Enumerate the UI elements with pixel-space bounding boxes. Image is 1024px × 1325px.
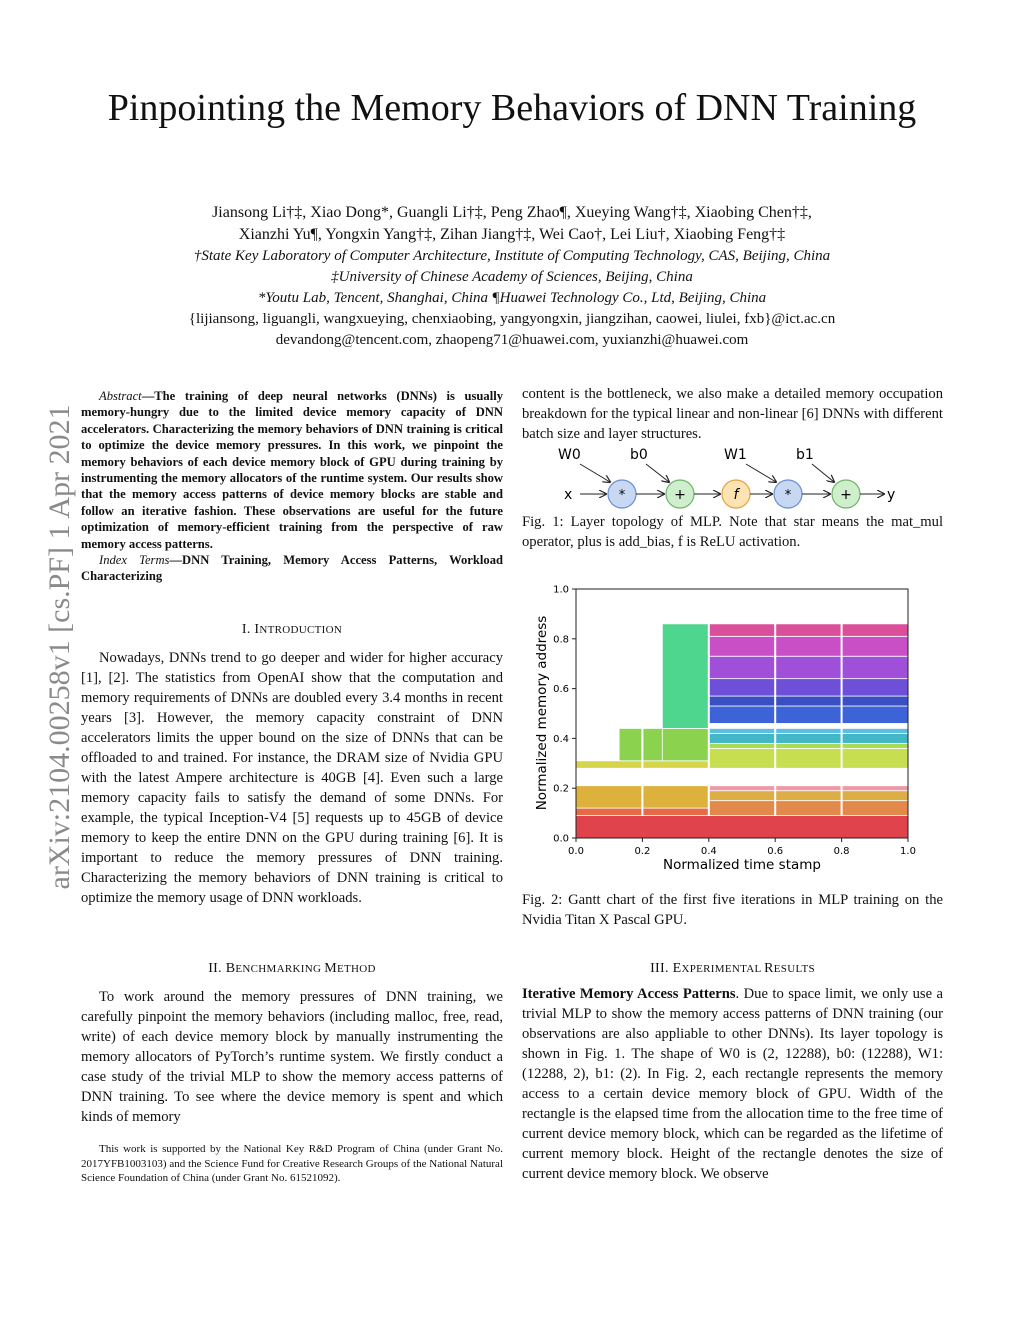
svg-text:+: +: [674, 487, 686, 503]
svg-text:*: *: [618, 488, 626, 503]
email-line-1: {lijiansong, liguangli, wangxueying, chenxiaobing, yangyongxin, jiangzihan, caowei, liulei, fxb}@ict.ac.cn: [188, 311, 836, 327]
y-tick-label-0: 0.0: [553, 833, 569, 845]
experimental-bold-lead: Iterative Memory Access Patterns: [522, 986, 736, 1002]
x-tick-label-4: 0.8: [833, 846, 850, 857]
section-heading-benchmarking: II. BENCHMARKING METHOD: [208, 961, 376, 976]
memory-block-12: [662, 728, 708, 760]
figure-2-gantt-chart: [522, 582, 943, 877]
memory-block-17: [709, 656, 908, 678]
x-tick-label-5: 1.0: [900, 846, 916, 857]
label-b1: b1: [796, 447, 814, 463]
memory-block-0: [576, 816, 908, 838]
memory-block-10: [709, 728, 908, 733]
introduction-body: [81, 648, 503, 908]
footnote: This work is supported by the National Key R&D Program of China (under Grant No. 2017YFB1003103) and the Science Fund for Creative Research Groups of the National Natural Science Foundation of China (under Grant No. 61521092).: [81, 1143, 503, 1184]
memory-block-9: [709, 733, 908, 743]
x-tick-label-0: 0.0: [568, 846, 584, 857]
memory-block-4: [709, 791, 908, 801]
abstract: [81, 388, 503, 585]
experimental-text: . Due to space limit, we only use a trivial MLP to show the memory access patterns of DNN training (our observations are also appliable to other DNNs). Its layer topology is shown in Fig. 1. The shape of W0 is (2, 12288), b0: (12288), W1: (12288, 2), b1: (2). In Fig. 2, each rectangle represents the memory access to a certain device memory block of GPU. Width of the rectangle is the elapsed time from the allocation time to the free time of current device memory block, which can be regarded as the lifetime of current memory block. Height of the rectangle denotes the size of current device memory block. We observe: [522, 986, 943, 1182]
x-axis-label: Normalized time stamp: [663, 857, 821, 873]
memory-block-3: [709, 801, 908, 816]
section-heading-experimental: III. EXPERIMENTAL RESULTS: [650, 961, 815, 976]
affiliation-2: ‡University of Chinese Academy of Sciences, Beijing, China: [331, 269, 693, 285]
abstract-label: Abstract: [99, 389, 142, 403]
affiliation-3: *Youtu Lab, Tencent, Shanghai, China ¶Huawei Technology Co., Ltd, Beijing, China: [257, 290, 767, 306]
index-terms-text: —DNN Training, Memory Access Patterns, Workload Characterizing: [81, 553, 503, 584]
memory-block-15: [709, 696, 908, 706]
figure-1-caption: Fig. 1: Layer topology of MLP. Note that star means the mat_mul operator, plus is add_bias, f is ReLU activation.: [522, 514, 943, 550]
x-tick-label-3: 0.6: [767, 846, 784, 857]
figure-1-diagram: [522, 442, 942, 514]
x-tick-label-2: 0.4: [700, 846, 717, 857]
memory-block-16: [709, 679, 908, 696]
y-axis-label: Normalized memory address: [534, 615, 550, 811]
y-tick-label-4: 0.8: [553, 634, 569, 646]
experimental-body: [522, 984, 943, 1184]
memory-block-8: [709, 743, 908, 748]
email-line-2: devandong@tencent.com, zhaopeng71@huawei.com, yuxianzhi@huawei.com: [275, 332, 749, 348]
abstract-text: —The training of deep neural networks (DNNs) is usually memory-hungry due to the limited device memory capacity of DNN accelerators. Characterizing the memory behaviors of DNN training is critical to optimize the device memory pressures. In this work, we pinpoint the memory behaviors of each device memory block of GPU during training by instrumenting the memory allocators of the runtime system. Our results show that the memory access patterns of device memory blocks are stable and follow an iterative fashion. These observations are useful for the future optimization of memory-efficient training from the perspective of raw memory access patterns.: [81, 389, 503, 551]
y-tick-label-1: 0.2: [553, 783, 569, 795]
memory-block-7: [709, 748, 908, 768]
input-x: x: [564, 487, 573, 503]
svg-text:*: *: [784, 488, 792, 503]
memory-block-18: [709, 636, 908, 656]
figure-2-caption: Fig. 2: Gantt chart of the first five iterations in MLP training on the Nvidia Titan X Pascal GPU.: [522, 892, 943, 928]
memory-block-14: [709, 706, 908, 723]
label-w0: W0: [558, 447, 581, 463]
label-w1: W1: [724, 447, 747, 463]
benchmarking-continued: content is the bottleneck, we also make a detailed memory occupation breakdown for the typical linear and non-linear [6] DNNs with different batch size and layer structures.: [522, 386, 943, 442]
y-tick-label-2: 0.4: [553, 733, 569, 745]
paper-title: Pinpointing the Memory Behaviors of DNN Training: [107, 87, 917, 129]
y-tick-label-3: 0.6: [553, 684, 569, 696]
affiliation-1: †State Key Laboratory of Computer Architecture, Institute of Computing Technology, CAS, Beijing, China: [193, 248, 831, 264]
x-tick-label-1: 0.2: [634, 846, 651, 857]
memory-block-11: [619, 728, 662, 760]
label-b0: b0: [630, 447, 648, 463]
memory-block-5: [709, 786, 908, 791]
svg-text:+: +: [840, 487, 852, 503]
arxiv-stamp: arXiv:2104.00258v1 [cs.PF] 1 Apr 2021: [43, 404, 76, 890]
memory-block-13: [662, 624, 708, 729]
section-heading-introduction: I. INTRODUCTION: [241, 622, 343, 637]
benchmarking-paragraph: To work around the memory pressures of DNN training, we carefully pinpoint the memory behaviors (including malloc, free, read, write) of each device memory block by manually instrumenting the memory allocators of PyTorch’s runtime system. We firstly conduct a case study of the trivial MLP to show the memory access patterns of DNN training. To see where the device memory is spent and which kinds of memory: [81, 989, 503, 1125]
authors-line-1: Jiansong Li†‡, Xiao Dong*, Guangli Li†‡, Peng Zhao¶, Xueying Wang†‡, Xiaobing Chen†‡,: [212, 204, 812, 221]
memory-block-19: [709, 624, 908, 636]
authors-line-2: Xianzhi Yu¶, Yongxin Yang†‡, Zihan Jiang†‡, Wei Cao†, Lei Liu†, Xiaobing Feng†‡: [238, 226, 786, 243]
output-y: y: [887, 487, 896, 503]
benchmarking-body: [81, 987, 503, 1127]
introduction-paragraph: Nowadays, DNNs trend to go deeper and wider for higher accuracy [1], [2]. The statistics from OpenAI show that the computation and memory requirements of DNNs are doubled every 3.4 months in recent years [3]. However, the memory capacity constraint of DNN accelerators limits the upper bound on the size of DNNs that can be offloaded to and trained. For instance, the DRAM size of Nvidia GPU with the latest Ampere architecture is 40GB [4]. Even such a large memory capacity fails to satisfy the demand of some DNNs. For example, the typical Inception-V4 [5] requests up to 45GB of device memory to keep the entire DNN on the GPU during training [6]. It is important to reduce the memory pressures of DNN training. Characterizing the memory behaviors of DNN training is critical to optimize the memory usage of DNN workloads.: [81, 650, 503, 906]
svg-text:f: f: [733, 487, 739, 503]
index-terms-label: Index Terms: [99, 553, 170, 568]
y-tick-label-5: 1.0: [553, 584, 569, 596]
